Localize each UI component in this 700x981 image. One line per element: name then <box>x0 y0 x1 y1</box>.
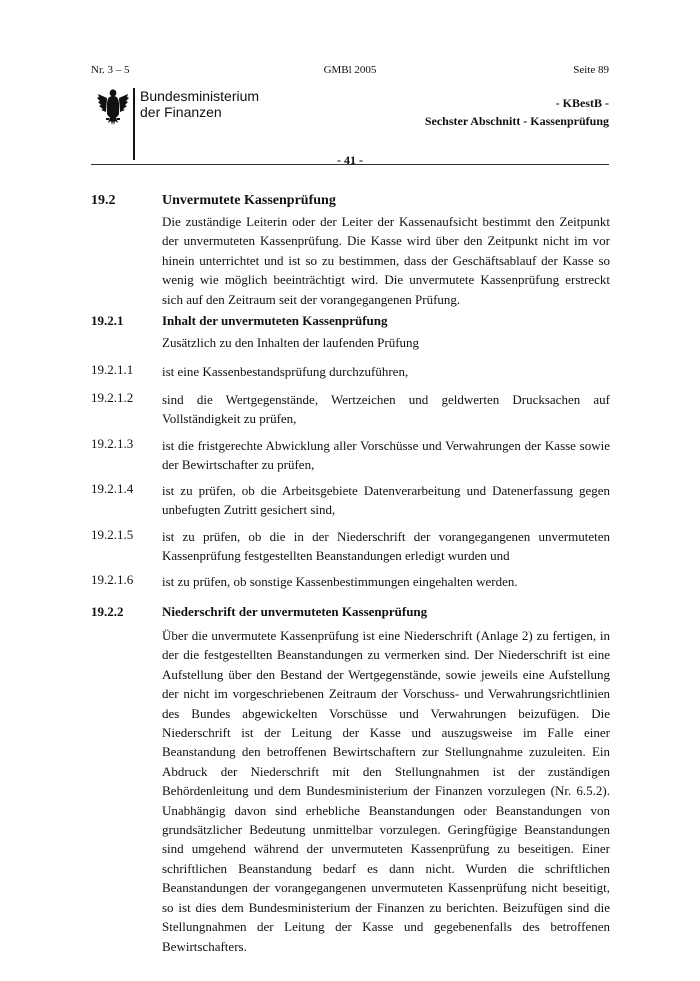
subsection-paragraph: Über die unvermutete Kassenprüfung ist eine Niederschrift (Anlage 2) zu fertigen, in der die festgestellten Beanstandungen zu vermerken sind. Der Niederschrift ist eine Aufstellung über den Bestand der Wertgegenstände, sowie jeweils eine Aufstellung der nicht im vorgeschriebenen Zeitraum der Vorschuss- und Verwahrungsrichtlinien des Bundes abgewickelten Vorschüsse und Verwahrungen beizufügen. Die Niederschrift ist der Leitung der Kasse und auszugsweise im Falle einer Beanstandung den betroffenen Bewirtschaftern zur Stellungnahme zuzuleiten. Ein Abdruck der Niederschrift mit den Stellungnahmen ist der zuständigen Behördenleitung und dem Bundesministerium der Finanzen vorzulegen (Nr. 6.5.2). Unabhängig davon sind erhebliche Beanstandungen oder Beanstandungen von grundsätzlicher Bedeutung unmittelbar vorzulegen. Geringfügige Beanstandungen sind umgehend während der unvermuteten Kassenprüfung zu beseitigen. Einer schriftlichen Beanstandung bedarf es dann nicht. Wurden die schriftlichen Beanstandungen der vorangegangenen unvermuteten Kassenprüfung nicht beseitigt, so ist dies dem Bundesministerium der Finanzen zu berichten. Beizufügen sind die Stellungnahmen der Leitung der Kasse und gegebenenfalls des betroffenen Bewirtschafters. <box>162 628 610 954</box>
ministry-name <box>140 88 259 120</box>
journal-name: GMBl 2005 <box>323 64 377 76</box>
subsection-title: Inhalt der unvermuteten Kassenprüfung <box>162 313 388 328</box>
ministry-logo <box>97 86 260 160</box>
list-item-number: 19.2.1.6 <box>91 572 134 587</box>
subsection-title: Niederschrift der unvermuteten Kassenprüfung <box>162 604 428 619</box>
page-label: Seite 89 <box>573 64 609 76</box>
list-item-text: ist zu prüfen, ob sonstige Kassenbestimmungen eingehalten werden. <box>162 574 518 589</box>
list-item-number: 19.2.1.4 <box>91 481 134 496</box>
page-number: - 41 - <box>337 153 363 167</box>
subsection-number: 19.2.1 <box>91 313 124 328</box>
ministry-name-line2: der Finanzen <box>140 104 222 120</box>
section-title: Unvermutete Kassenprüfung <box>162 193 336 208</box>
chapter-title: Sechster Abschnitt - Kassenprüfung <box>424 114 609 128</box>
list-item-text: sind die Wertgegenstände, Wertzeichen und geldwerten Drucksachen auf Vollständigkeit zu prüfen, <box>162 392 610 427</box>
section-paragraph: Die zuständige Leiterin oder der Leiter der Kassenaufsicht bestimmt den Zeitpunkt der unvermuteten Kassenprüfung. Die Kasse wird über den Zeitpunkt nicht im vor hinein unterrichtet und ist so zu bestimmen, dass der Geschäftsablauf der Kasse so wenig wie möglich beeinträchtigt wird. Die unvermutete Kassenprüfung erstreckt sich auf den Zeitraum seit der vorangegangenen Prüfung. <box>162 214 610 307</box>
header-rule <box>91 164 609 165</box>
ministry-name-line1: Bundesministerium <box>140 88 260 104</box>
list-item-number: 19.2.1.2 <box>91 390 134 405</box>
subsection-intro: Zusätzlich zu den Inhalten der laufenden Prüfung <box>162 335 420 350</box>
list-item-text: ist die fristgerechte Abwicklung aller Vorschüsse und Verwahrungen der Kasse sowie der Bewirtschafter zu prüfen, <box>162 438 610 473</box>
logo-divider <box>133 88 135 160</box>
document-code: - KBestB - <box>555 96 609 110</box>
list-item-text: ist zu prüfen, ob die in der Niederschrift der vorangegangenen unvermuteten Kassenprüfung festgestellten Beanstandungen erledigt wurden und <box>162 529 610 564</box>
list-item-number: 19.2.1.3 <box>91 436 134 451</box>
section-number: 19.2 <box>91 193 116 208</box>
list-item-number: 19.2.1.5 <box>91 527 134 542</box>
subsection-number: 19.2.2 <box>91 604 124 619</box>
issue-number: Nr. 3 – 5 <box>91 64 130 76</box>
list-item-text: ist zu prüfen, ob die Arbeitsgebiete Datenverarbeitung und Datenerfassung gegen unbefugten Zutritt gesichert sind, <box>162 483 610 518</box>
list-item-text: ist eine Kassenbestandsprüfung durchzuführen, <box>162 364 409 379</box>
federal-eagle-icon <box>97 88 129 126</box>
list-item-number: 19.2.1.1 <box>91 362 134 377</box>
